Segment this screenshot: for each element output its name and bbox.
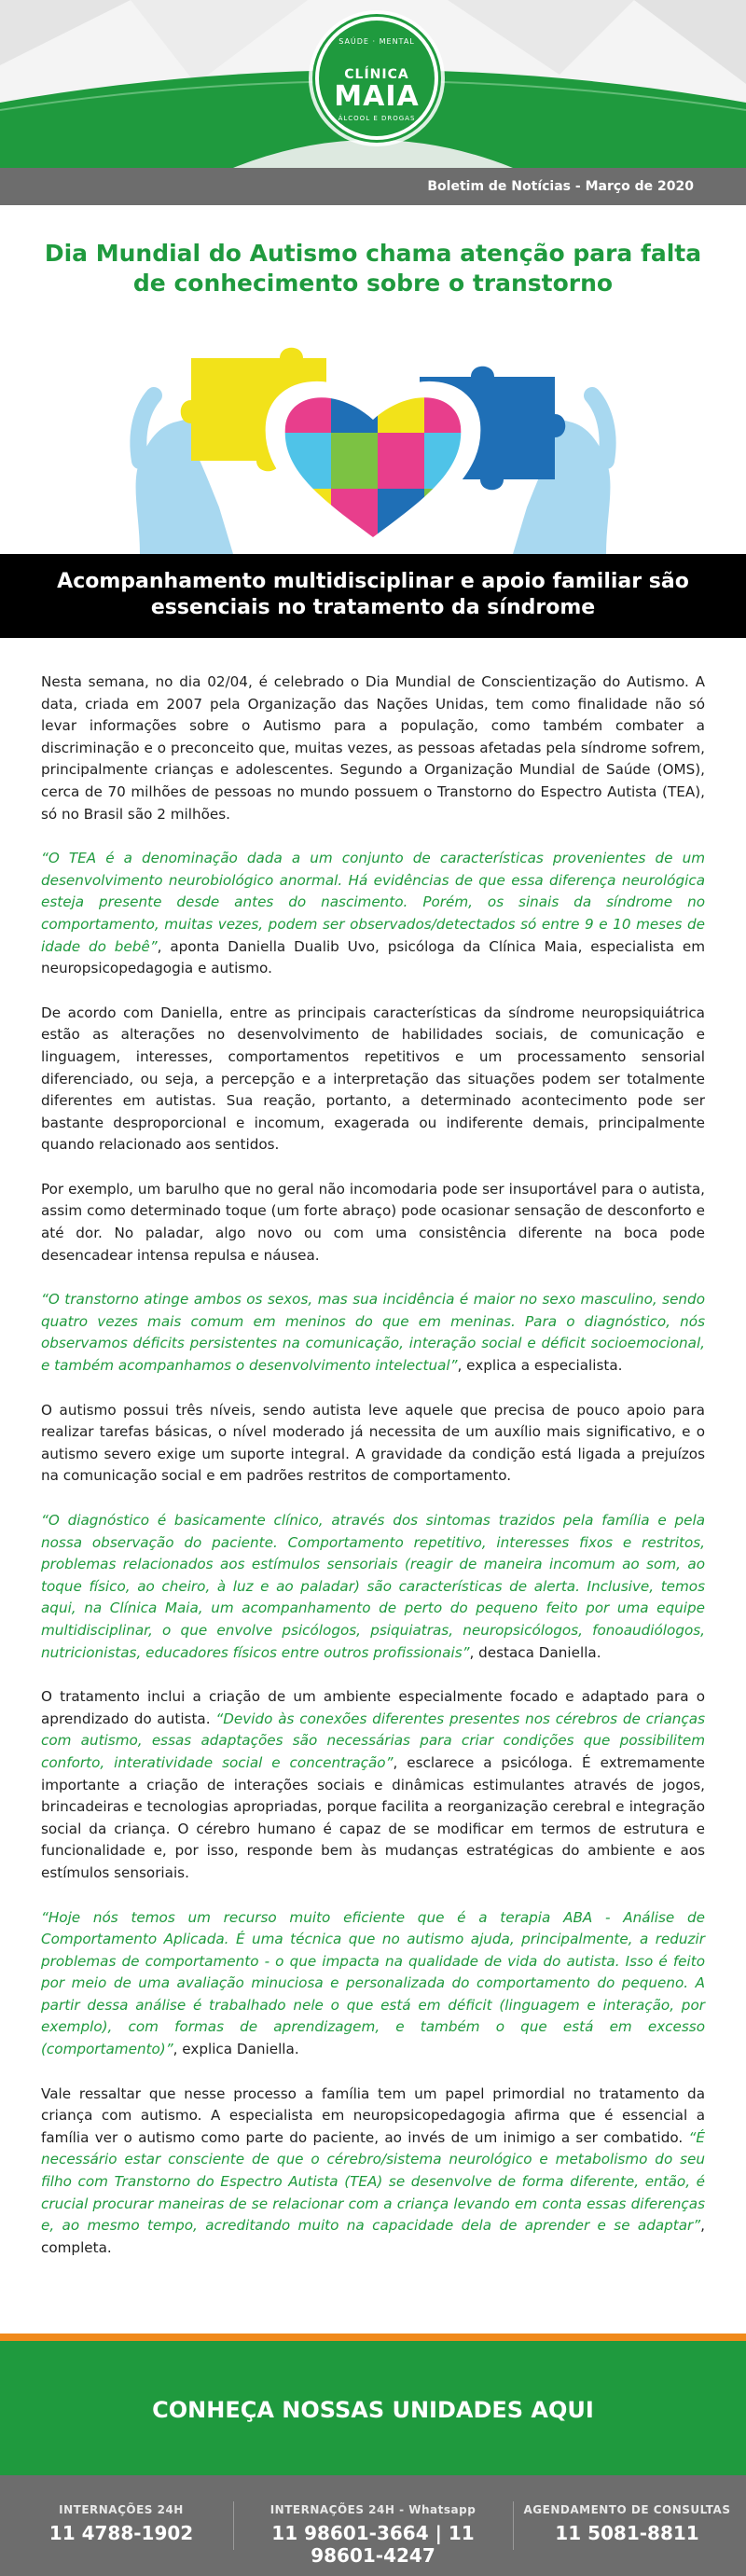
contact-agendamento[interactable] [518, 2503, 737, 2544]
article-title: Dia Mundial do Autismo chama atenção para falta de conhecimento sobre o transtorno [44, 240, 702, 297]
paragraph-2 [41, 848, 705, 980]
attribution: , destaca Daniella. [469, 1643, 601, 1661]
contact-phone[interactable]: 11 5081-8811 [555, 2522, 699, 2544]
paragraph-3: De acordo com Daniella, entre as principais características da síndrome neuropsiquiátrica estão as alterações no desenvolvimento de habilidades sociais, de comunicação e linguagem, interesses, comportamentos repetitivos e um processamento sensorial diferenciado, ou seja, a percepção e a interpretação das situações podem ser totalmente diferentes em autistas. Sua reação, portanto, a determinado acontecimento pode ser bastante desproporcional e incomum, exagerada ou indiferente demais, principalmente quando relacionado aos sentidos. [41, 1004, 705, 1154]
footer-accent-line [0, 2334, 746, 2341]
paragraph-9 [41, 1907, 705, 2061]
paragraph-1: Nesta semana, no dia 02/04, é celebrado o Dia Mundial de Conscientização do Autismo. A data, criada em 2007 pela Organização das Nações Unidas, tem como finalidade não só levar informações sobre o Autismo para a população, como também combater a discriminação e o preconceito que, muitas vezes, as pessoas afetadas pela síndrome sofrem, principalmente crianças e adolescentes. Segundo a Organização Mundial de Saúde (OMS), cerca de 70 milhões de pessoas no mundo possuem o Transtorno do Espectro Autista (TEA), só no Brasil são 2 milhões. [41, 673, 705, 823]
contact-divider [233, 2501, 234, 2550]
logo-maia-text: MAIA [334, 80, 420, 113]
contact-internacoes[interactable] [19, 2503, 224, 2544]
paragraph-5 [41, 1289, 705, 1377]
contacts-bar [0, 2475, 746, 2576]
contact-label: AGENDAMENTO DE CONSULTAS [523, 2503, 731, 2516]
quote: “É necessário estar consciente de que o cérebro/sistema neurológico e metabolismo do seu filho com Transtorno do Espectro Autista (TEA) se desenvolve de forma diferente, então, é crucial procurar maneiras de se relacionar com a criança levando em conta essas diferenças e, ao mesmo tempo, acreditando muito na capacidade dela de aprender e se adaptar” [41, 2128, 705, 2235]
contact-divider [513, 2501, 514, 2550]
contact-phone[interactable]: 11 98601-3664 | 11 98601-4247 [271, 2522, 475, 2567]
contact-whatsapp[interactable] [238, 2503, 508, 2567]
attribution: , explica a especialista. [457, 1357, 623, 1375]
logo-top-text: SAÚDE · MENTAL [338, 37, 415, 46]
paragraph-text: O tratamento inclui a criação de um ambiente especialmente focado e adaptado para o aprendizado do autista. [41, 1688, 705, 1727]
contact-phone[interactable]: 11 4788-1902 [48, 2522, 194, 2544]
clinic-logo[interactable] [315, 17, 438, 140]
puzzle-heart-hands-illustration [0, 321, 746, 554]
attribution: , aponta Daniella Dualib Uvo, psicóloga da Clínica Maia, especialista em neuropsicopedagogia e autismo. [41, 937, 705, 977]
units-cta-link[interactable]: CONHEÇA NOSSAS UNIDADES AQUI [152, 2397, 594, 2423]
quote: “Hoje nós temos um recurso muito eficiente que é a terapia ABA - Análise de Comportamento Aplicada. É uma técnica que no autismo ajuda, principalmente, a reduzir problemas de comportamento - o que impacta na qualidade de vida do autista. Isso é feito por meio de uma avaliação minuciosa e personalizada do comportamento do pequeno. A partir dessa análise é trabalhado nele o que está em déficit (linguagem e interação, por exemplo), com formas de aprendizagem, e também o que está em excesso (comportamento)” [41, 1908, 705, 2058]
article-body [0, 638, 746, 2259]
paragraph-7 [41, 1510, 705, 1664]
contact-label: INTERNAÇÕES 24H - Whatsapp [269, 2503, 477, 2516]
attribution: , completa. [41, 2217, 705, 2256]
paragraph-8 [41, 1686, 705, 1884]
header [0, 0, 746, 168]
hero-illustration [0, 321, 746, 554]
logo-clinica-text: CLÍNICA [344, 67, 409, 82]
attribution: , explica Daniella. [173, 2041, 299, 2058]
units-cta-banner[interactable] [0, 2341, 746, 2475]
article-subtitle: Acompanhamento multidisciplinar e apoio familiar são essenciais no tratamento da síndrome [0, 554, 746, 638]
bulletin-date-bar: Boletim de Notícias - Março de 2020 [0, 168, 746, 205]
paragraph-6: O autismo possui três níveis, sendo autista leve aquele que precisa de pouco apoio para realizar tarefas básicas, o nível moderado já necessita de um auxílio mais significativo, e o autismo severo exige um suporte integral. A gravidade da condição está ligada a prejuízos na comunicação social e em padrões restritos de comportamento. [41, 1401, 705, 1485]
paragraph-4: Por exemplo, um barulho que no geral não incomodaria pode ser insuportável para o autista, assim como determinado toque (um forte abraço) pode ocasionar sensação de desconforto e até dor. No paladar, algo novo ou com uma consistência diferente na boca pode desencadear intensa repulsa e náusea. [41, 1180, 705, 1264]
quote: “O TEA é a denominação dada a um conjunto de características provenientes de um desenvolvimento neurobiológico anormal. Há evidências de que essa diferença neurológica esteja presente desde antes do nascimento. Porém, os sinais da síndrome no comportamento, muitas vezes, podem ser observados/detectados só entre 9 e 10 meses de idade do bebê” [41, 850, 705, 955]
quote: “O diagnóstico é basicamente clínico, através dos sintomas trazidos pela família e pela nossa observação do paciente. Comportamento repetitivo, interesses fixos e restritos, problemas relacionados aos estímulos sensoriais (reagir de maneira incomum ao som, ao toque físico, ao cheiro, à luz e ao paladar) são características de alerta. Inclusive, temos aqui, na Clínica Maia, um acompanhamento de perto do pequeno feito por uma equipe multidisciplinar, o que envolve psicólogos, psiquiatras, neuropsicólogos, fonoaudiólogos, nutricionistas, educadores físicos entre outros profissionais” [41, 1512, 705, 1661]
quote: “O transtorno atinge ambos os sexos, mas sua incidência é maior no sexo masculino, sendo quatro vezes mais comum em meninos do que em meninas. Para o diagnóstico, nós observamos déficits persistentes na comunicação, interação social e déficit socioemocional, e também acompanhamos o desenvolvimento intelectual” [41, 1291, 705, 1375]
paragraph-text: , esclarece a psicóloga. É extremamente importante a criação de interações sociais e dinâmicas estimulantes através de jogos, brincadeiras e tecnologias apropriadas, porque facilita a reorganização cerebral e integração social da criança. O cérebro humano é capaz de se modificar em termos de estrutura e funcionalidade e, por isso, responde bem às mudanças estratégicas do ambiente e aos estímulos sensoriais. [41, 1753, 706, 1881]
quote: “Devido às conexões diferentes presentes nos cérebros de crianças com autismo, essas adaptações são necessárias para criar condições que possibilitem conforto, interatividade social e concentração” [41, 1710, 705, 1771]
logo-bottom-text: ÁLCOOL E DROGAS [338, 115, 416, 122]
contact-label: INTERNAÇÕES 24H [59, 2503, 184, 2516]
paragraph-10 [41, 2084, 705, 2260]
paragraph-text: Vale ressaltar que nesse processo a família tem um papel primordial no tratamento da criança com autismo. A especialista em neuropsicopedagogia afirma que é essencial a família ver o autismo como parte do paciente, ao invés de um inimigo a ser combatido. [41, 2084, 705, 2146]
